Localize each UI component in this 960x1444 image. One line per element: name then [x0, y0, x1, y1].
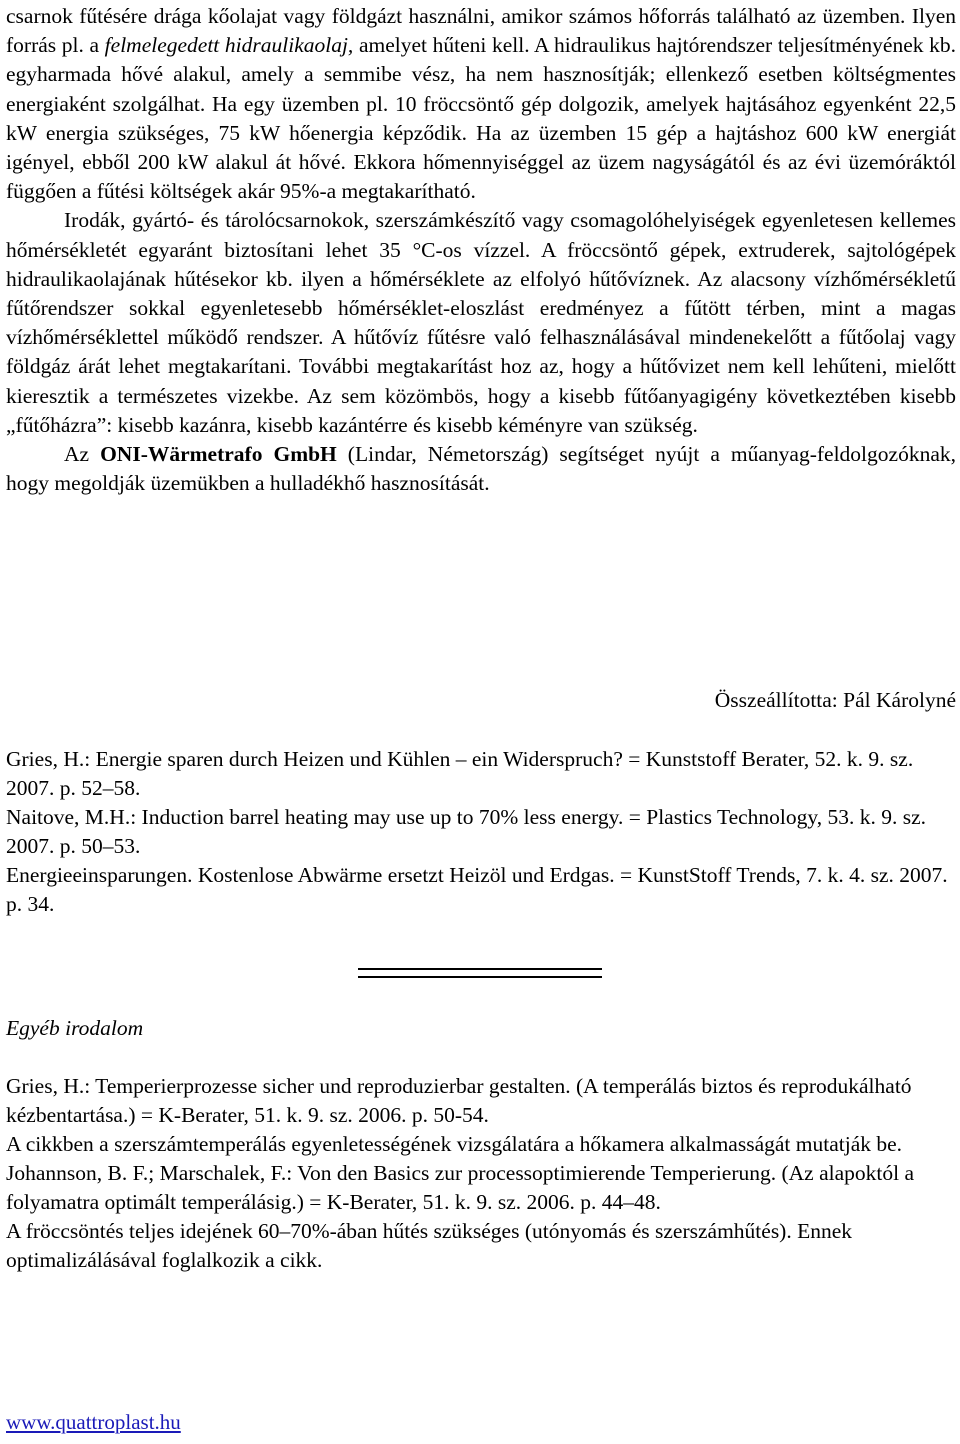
further-reading [6, 1072, 956, 1275]
compiler-credit: Összeállította: Pál Károlyné [714, 688, 956, 712]
company-name: ONI-Wärmetrafo GmbH [100, 442, 337, 467]
further-reading-item: A cikkben a szerszámtemperálás egyenletességének vizsgálatára a hőkamera alkalmasságát mutatják be. [6, 1132, 903, 1156]
paragraph-hydraulic-heat: csarnok fűtésére drága kőolajat vagy földgázt használni, amikor számos hőforrás található az üzemben. Ilyen forrás pl. a felmelegedett hidraulikaolaj, amelyet hűteni kell. A hidraulikus hajtórendszer teljesítményének kb. egyharmada hővé alakul, amely a semmibe vész, ha nem hasznosítják; ellenkező esetben költségmentes energiaként szolgálhat. Ha egy üzemben pl. 10 fröccsöntő gép dolgozik, amelyek hajtásához egyenként 22,5 kW energia szükséges, 75 kW hőenergia képződik. Ha az üzemben 15 gép a hajtáshoz 600 kW energiát igényel, ebből 200 kW alakul át hővé. Ekkora hőmennyiséggel az üzem nagyságától és az évi üzemóráktól függően a fűtési költségek akár 95%-a megtakarítható. [6, 4, 956, 204]
references [6, 745, 956, 919]
footer [6, 1408, 956, 1437]
footer-website-link[interactable]: www.quattroplast.hu [6, 1410, 181, 1434]
reference-item: Gries, H.: Energie sparen durch Heizen und Kühlen – ein Widerspruch? = Kunststoff Berater, 52. k. 9. sz. 2007. p. 52–58. [6, 747, 914, 800]
paragraph-oni: Az ONI-Wärmetrafo GmbH (Lindar, Németország) segítséget nyújt a műanyag-feldolgozóknak, hogy megoldják üzemükben a hulladékhő hasznosítását. [6, 442, 956, 496]
further-reading-heading-wrap [6, 1014, 956, 1043]
emphasis-hydraulic-oil: felmelegedett hidraulikaolaj, [104, 33, 354, 58]
reference-item: Energieeinsparungen. Kostenlose Abwärme ersetzt Heizöl und Erdgas. = KunstStoff Trends, 7. k. 4. sz. 2007. p. 34. [6, 863, 948, 916]
reference-item: Naitove, M.H.: Induction barrel heating may use up to 70% less energy. = Plastics Technology, 53. k. 9. sz. 2007. p. 50–53. [6, 805, 927, 858]
further-reading-heading: Egyéb irodalom [6, 1016, 144, 1040]
paragraph-low-temp-heating: Irodák, gyártó- és tárolócsarnokok, szerszámkészítő vagy csomagolóhelyiségek egyenletesen kellemes hőmérsékletét egyaránt biztosítani lehet 35 °C-os vízzel. A fröccsöntő gépek, extruderek, sajtológépek hidraulikaolajának hűtésekor kb. ilyen a hőmérséklete az elfolyó hűtővíznek. Az alacsony vízhőmérsékletű fűtőrendszer sokkal egyenletesebb hőmérséklet-eloszlást eredményez a fűtött térben, mint a magas vízhőmérséklettel működő rendszer. A hűtővíz fűtésre való felhasználásával mindenekelőtt a fűtőolaj vagy földgáz árát lehet megtakarítani. További megtakarítást hoz az, hogy a hűtővizet nem kell lehűteni, mielőtt kieresztik a természetes vizekbe. Az sem közömbös, hogy a kisebb fűtőanyagigény következtében kisebb „fűtőházra”: kisebb kazánra, kisebb kazántérre és kisebb kéményre van szükség. [6, 208, 956, 437]
separator-line [358, 976, 602, 978]
further-reading-item: A fröccsöntés teljes idejének 60–70%-ában hűtés szükséges (utónyomás és szerszámhűtés). Ennek optimalizálásával foglalkozik a cikk. [6, 1219, 853, 1272]
separator-line [358, 968, 602, 970]
further-reading-item: Gries, H.: Temperierprozesse sicher und reproduzierbar gestalten. (A temperálás biztos és reprodukálható kézbentartása.) = K-Berater, 51. k. 9. sz. 2006. p. 50-54. [6, 1074, 912, 1127]
body-text [6, 2, 956, 498]
further-reading-item: Johannson, B. F.; Marschalek, F.: Von den Basics zur processoptimierende Temperierung. (Az alapoktól a folyamatra optimált temperálásig.) = K-Berater, 51. k. 9. sz. 2006. p. 44–48. [6, 1161, 915, 1214]
compiler-line [6, 686, 956, 715]
